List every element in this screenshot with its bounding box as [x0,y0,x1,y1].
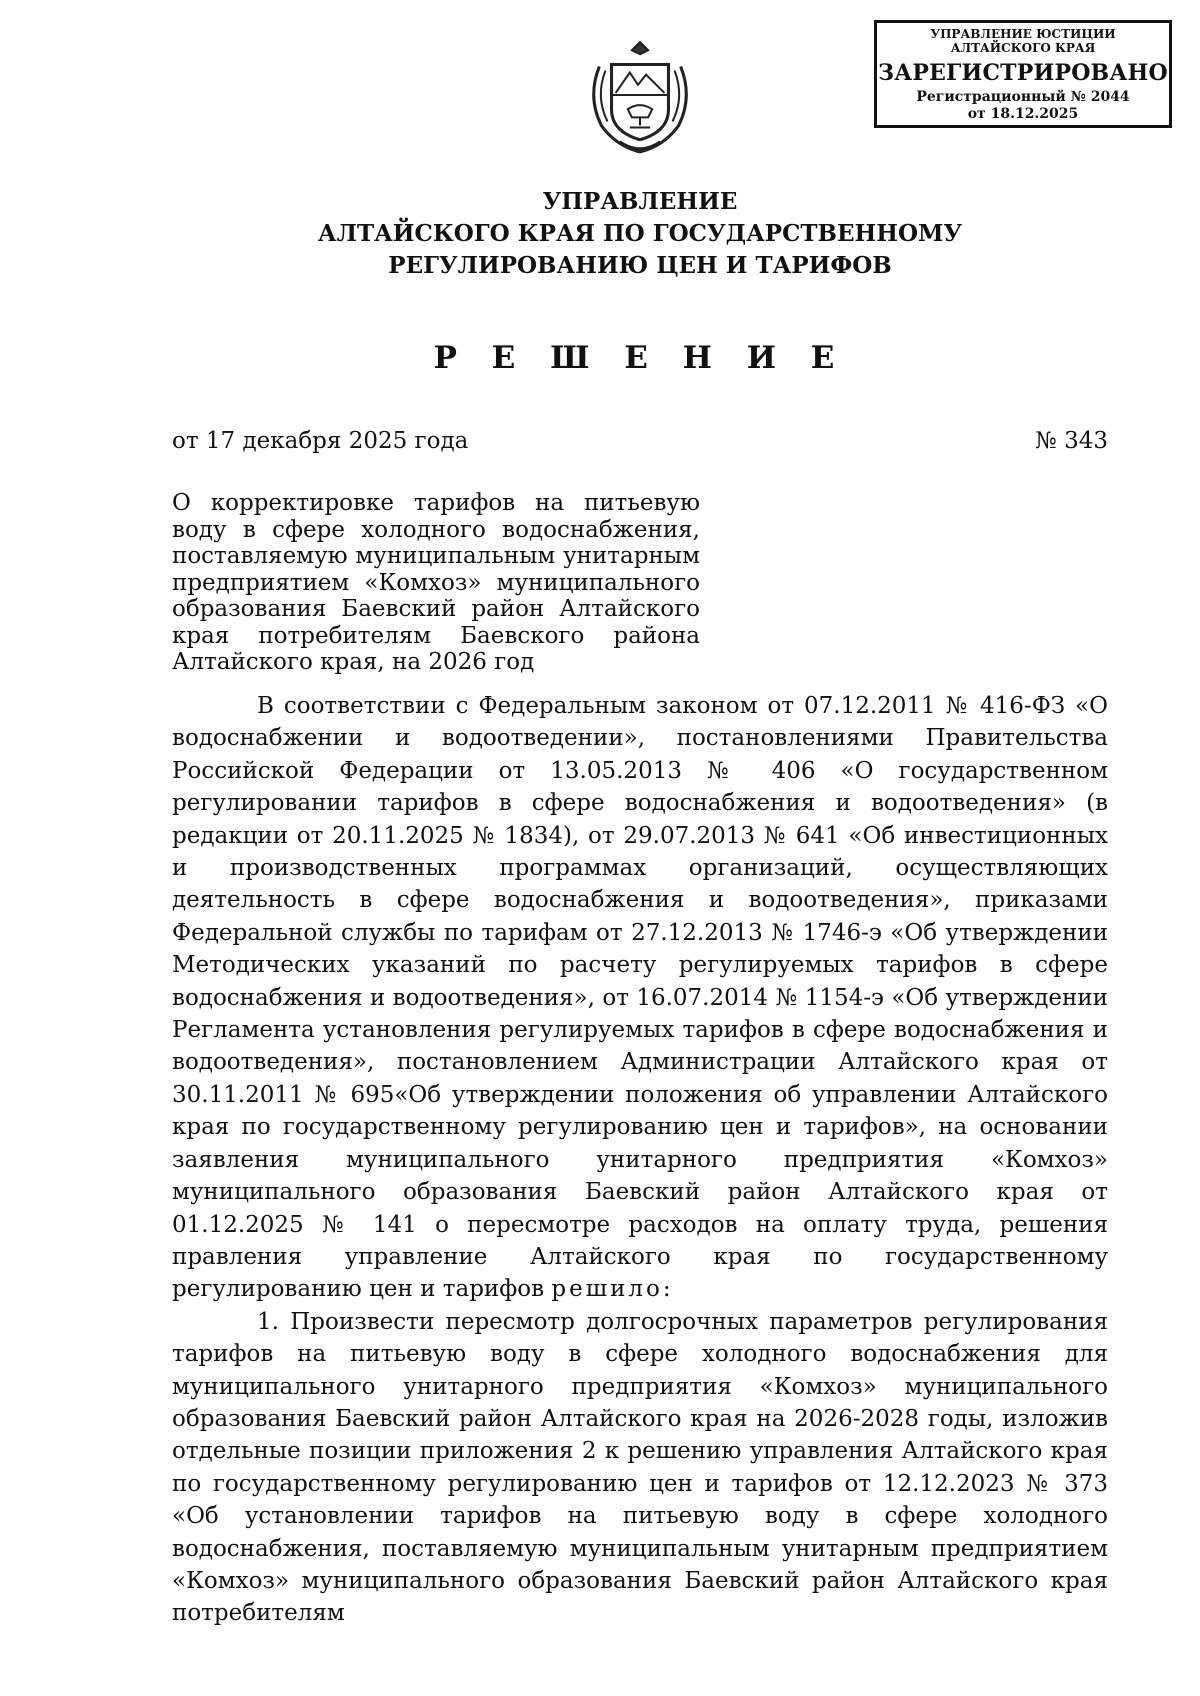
paragraph-preamble [172,690,1108,1306]
document-date: от 17 декабря 2025 года [172,428,469,454]
preamble-text: В соответствии с Федеральным законом от 07.12.2011 № 416-ФЗ «О водоснабжении и водоотведении», постановлениями Правительства Российской Федерации от 13.05.2013 № 406 «О государственном регулировании тарифов в сфере водоснабжения и водоотведения» (в редакции от 20.11.2025 № 1834), от 29.07.2013 № 641 «Об инвестиционных и производственных программах организаций, осуществляющих деятельность в сфере водоснабжения и водоотведения», приказами Федеральной службы по тарифам от 27.12.2013 № 1746-э «Об утверждении Методических указаний по расчету регулируемых тарифов в сфере водоснабжения и водоотведения», от 16.07.2014 № 1154-э «Об утверждении Регламента установления регулируемых тарифов в сфере водоснабжения и водоотведения», постановлением Администрации Алтайского края от 30.11.2011 № 695«Об утверждении положения об управлении Алтайского края по государственному регулированию цен и тарифов», на основании заявления муниципального унитарного предприятия «Комхоз» муниципального образования Баевский район Алтайского края от 01.12.2025 № 141 о пересмотре расходов на оплату труда, решения правления управление Алтайского края по государственному регулированию цен и тарифов [172,693,1108,1303]
org-line-1: УПРАВЛЕНИЕ [542,188,738,215]
document-number: № 343 [1035,428,1108,454]
decided-word: решило [551,1276,663,1303]
registration-stamp [874,20,1172,128]
document-subject: О корректировке тарифов на питьевую воду в сфере холодного водоснабжения, поставляемую муниципальным унитарным предприятием «Комхоз» муниципального образования Баевский район Алтайского края потребителям Баевского района Алтайского края, на 2026 год [172,490,700,675]
organization-header [250,186,1030,282]
stamp-line-2: АЛТАЙСКОГО КРАЯ [950,41,1096,55]
stamp-status: ЗАРЕГИСТРИРОВАНО [878,60,1168,86]
document-type: Р Е Ш Е Н И Е [433,340,847,376]
document-body [172,690,1108,1630]
org-line-2: АЛТАЙСКОГО КРАЯ ПО ГОСУДАРСТВЕННОМУ [317,220,963,247]
paragraph-item-1: 1. Произвести пересмотр долгосрочных параметров регулирования тарифов на питьевую воду в сфере холодного водоснабжения для муниципального унитарного предприятия «Комхоз» муниципального образования Баевский район Алтайского края на 2026-2028 годы, изложив отдельные позиции приложения 2 к решению управления Алтайского края по государственному регулированию цен и тарифов от 12.12.2023 № 373 «Об установлении тарифов на питьевую воду в сфере холодного водоснабжения, поставляемую муниципальным унитарным предприятием «Комхоз» муниципального образования Баевский район Алтайского края потребителям [172,1308,1108,1627]
stamp-reg-date: от 18.12.2025 [967,106,1079,122]
altai-krai-coat-of-arms-icon [579,36,701,158]
stamp-line-1: УПРАВЛЕНИЕ ЮСТИЦИИ [930,27,1116,41]
stamp-reg-number: Регистрационный № 2044 [916,89,1130,105]
preamble-colon: : [662,1276,671,1303]
org-line-3: РЕГУЛИРОВАНИЮ ЦЕН И ТАРИФОВ [388,252,892,279]
